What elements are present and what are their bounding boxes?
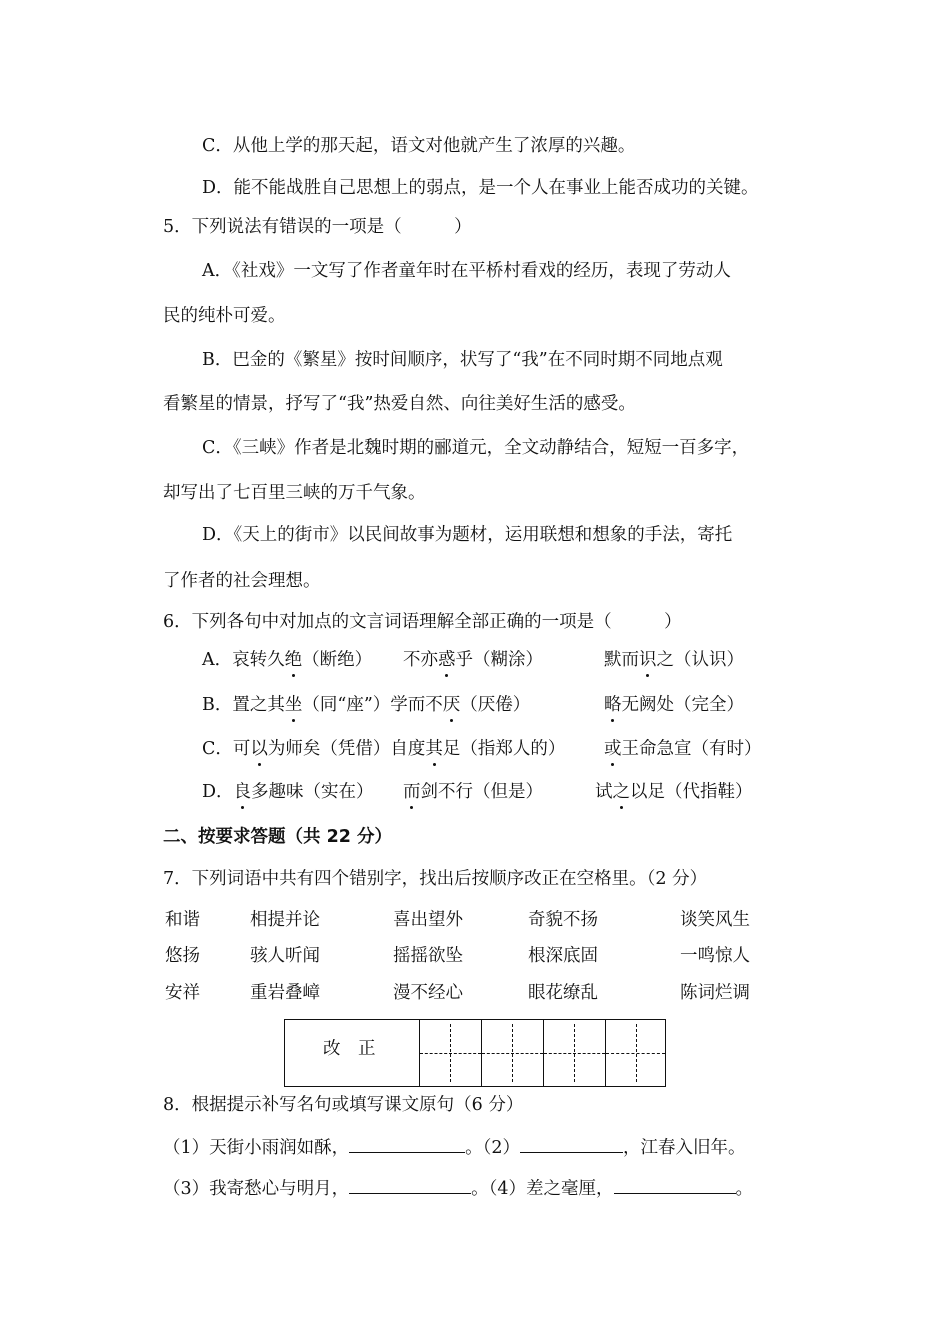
q5-option-a-line1: A．《社戏》一文写了作者童年时在平桥村看戏的经历，表现了劳动人: [202, 261, 731, 281]
q7-word: 奇貌不扬: [528, 910, 598, 930]
q7-stem: 7．下列词语中共有四个错别字，找出后按顺序改正在空格里。（2 分）: [163, 869, 708, 889]
q5-option-c-line1: C．《三峡》作者是北魏时期的郦道元，全文动静结合，短短一百多字，: [202, 438, 750, 458]
q5-option-b-line1: B．巴金的《繁星》按时间顺序，状写了“我”在不同时期不同地点观: [202, 350, 723, 370]
q7-word: 谈笑风生: [680, 910, 750, 930]
correction-cell-1[interactable]: [419, 1020, 481, 1086]
q7-word: 漫不经心: [393, 983, 463, 1003]
answer-blank-1[interactable]: [349, 1134, 465, 1153]
answer-blank-4[interactable]: [614, 1175, 736, 1194]
correction-cell-4[interactable]: [605, 1020, 665, 1086]
q7-word: 安祥: [165, 983, 200, 1003]
correction-cell-2[interactable]: [481, 1020, 543, 1086]
answer-blank-2[interactable]: [520, 1134, 623, 1153]
answer-blank-3[interactable]: [349, 1175, 471, 1194]
q8-line-1: （1）天街小雨润如酥， 。（2） ，江春入旧年。: [163, 1134, 746, 1160]
q4-option-c: C．从他上学的那天起，语文对他就产生了浓厚的兴趣。: [202, 136, 636, 156]
q5-option-d-line1: D．《天上的街市》以民间故事为题材，运用联想和想象的手法，寄托: [202, 525, 733, 545]
q7-word: 摇摇欲坠: [393, 946, 463, 966]
q7-word: 悠扬: [165, 946, 200, 966]
correction-label: 改 正: [323, 1039, 376, 1059]
q7-word: 骇人听闻: [250, 946, 320, 966]
q7-word: 眼花缭乱: [528, 983, 598, 1003]
q5-option-d-line2: 了作者的社会理想。: [163, 571, 321, 591]
q7-correction-table: [284, 1019, 666, 1087]
q7-word: 喜出望外: [393, 910, 463, 930]
q5-option-a-line2: 民的纯朴可爱。: [163, 306, 286, 326]
q7-word: 相提并论: [250, 910, 320, 930]
q4-option-d: D．能不能战胜自己思想上的弱点，是一个人在事业上能否成功的关键。: [202, 178, 759, 198]
q5-option-b-line2: 看繁星的情景，抒写了“我”热爱自然、向往美好生活的感受。: [163, 394, 636, 414]
q7-word: 一鸣惊人: [680, 946, 750, 966]
q7-word: 陈词烂调: [680, 983, 750, 1003]
q5-stem: 5．下列说法有错误的一项是（ ）: [163, 217, 472, 237]
q7-word: 和谐: [165, 910, 200, 930]
correction-cell-3[interactable]: [543, 1020, 605, 1086]
q8-stem: 8．根据提示补写名句或填写课文原句（6 分）: [163, 1095, 524, 1115]
q6-stem: 6．下列各句中对加点的文言词语理解全部正确的一项是（ ）: [163, 612, 682, 632]
q7-word: 重岩叠嶂: [250, 983, 320, 1003]
q5-option-c-line2: 却写出了七百里三峡的万千气象。: [163, 483, 426, 503]
q7-word: 根深底固: [528, 946, 598, 966]
q8-line-2: （3）我寄愁心与明月， 。（4）差之毫厘， 。: [163, 1175, 753, 1201]
section-2-heading: 二、按要求答题（共 22 分）: [163, 827, 393, 847]
